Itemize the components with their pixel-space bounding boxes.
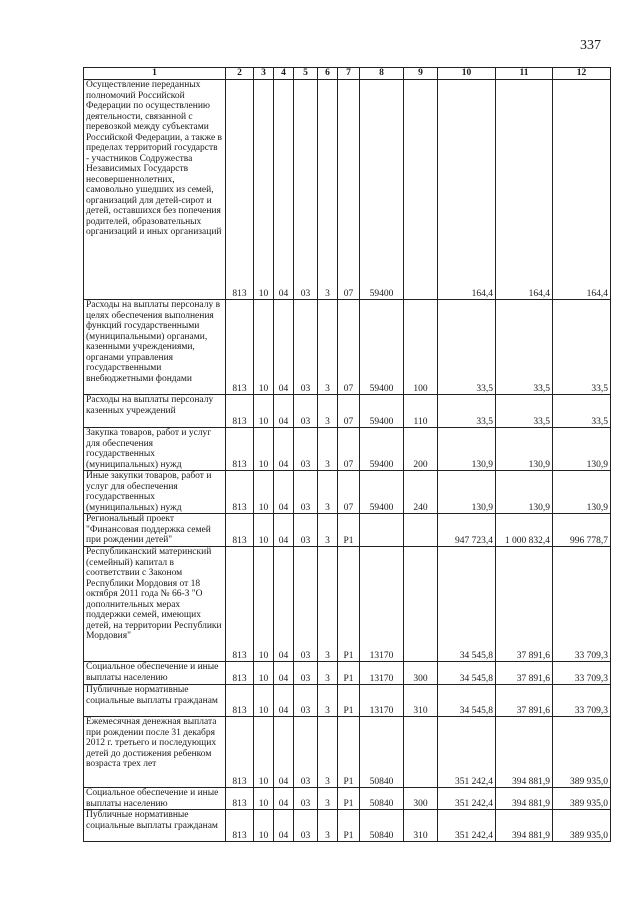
row-value-cell: 33,5 (553, 395, 611, 428)
row-value-cell: 13170 (360, 547, 404, 662)
row-value-cell: 04 (274, 514, 294, 547)
row-value-cell: 33,5 (438, 395, 496, 428)
table-row (84, 514, 611, 547)
row-value-cell: P1 (338, 662, 360, 685)
row-value-cell: 03 (294, 788, 318, 810)
row-value-cell: 50840 (360, 788, 404, 810)
table-row (84, 788, 611, 810)
header-row (84, 68, 611, 80)
row-value-cell: 813 (226, 300, 254, 395)
row-value-cell: 10 (254, 428, 274, 471)
row-value-cell: 10 (254, 685, 274, 717)
table-row (84, 717, 611, 788)
row-value-cell: 34 545,8 (438, 662, 496, 685)
row-value-cell: 130,9 (553, 428, 611, 471)
row-value-cell: 813 (226, 471, 254, 514)
row-value-cell: 351 242,4 (438, 810, 496, 842)
table-row (84, 300, 611, 395)
row-value-cell: 310 (404, 685, 438, 717)
row-value-cell: 813 (226, 395, 254, 428)
row-value-cell: 07 (338, 300, 360, 395)
row-value-cell: 03 (294, 547, 318, 662)
row-value-cell: 37 891,6 (496, 547, 553, 662)
row-value-cell: 04 (274, 662, 294, 685)
row-value-cell: 813 (226, 810, 254, 842)
table-body (84, 80, 611, 842)
row-value-cell: 07 (338, 428, 360, 471)
row-name-cell: Региональный проект "Финансовая поддержка семей при рождении детей" (84, 514, 226, 547)
column-header: 6 (318, 68, 338, 80)
row-value-cell: 813 (226, 685, 254, 717)
row-value-cell: 10 (254, 662, 274, 685)
row-value-cell: 10 (254, 547, 274, 662)
row-name-cell: Ежемесячная денежная выплата при рождении после 31 декабря 2012 г. третьего и последующих детей до достижения ребенком возраста трех лет (84, 717, 226, 788)
row-value-cell: 394 881,9 (496, 810, 553, 842)
row-value-cell: 37 891,6 (496, 685, 553, 717)
row-value-cell: 10 (254, 514, 274, 547)
row-value-cell: 13170 (360, 685, 404, 717)
row-value-cell: 3 (318, 662, 338, 685)
row-value-cell: 10 (254, 717, 274, 788)
row-value-cell: 04 (274, 810, 294, 842)
row-value-cell: 3 (318, 80, 338, 300)
row-value-cell: 813 (226, 662, 254, 685)
row-value-cell: 130,9 (496, 471, 553, 514)
row-value-cell: 3 (318, 685, 338, 717)
row-value-cell (404, 547, 438, 662)
row-value-cell: 200 (404, 428, 438, 471)
row-value-cell: 59400 (360, 395, 404, 428)
row-value-cell: 10 (254, 300, 274, 395)
row-value-cell: 3 (318, 471, 338, 514)
row-value-cell: 300 (404, 788, 438, 810)
row-value-cell: 03 (294, 810, 318, 842)
column-header: 12 (553, 68, 611, 80)
row-value-cell: 03 (294, 80, 318, 300)
column-header: 9 (404, 68, 438, 80)
row-value-cell: 3 (318, 788, 338, 810)
table-row (84, 547, 611, 662)
budget-table (83, 67, 611, 842)
table-row (84, 685, 611, 717)
column-header: 3 (254, 68, 274, 80)
row-value-cell: P1 (338, 514, 360, 547)
row-name-cell: Социальное обеспечение и иные выплаты населению (84, 788, 226, 810)
row-name-cell: Социальное обеспечение и иные выплаты населению (84, 662, 226, 685)
row-value-cell: 3 (318, 300, 338, 395)
column-header: 4 (274, 68, 294, 80)
row-value-cell: 59400 (360, 80, 404, 300)
row-value-cell (404, 514, 438, 547)
row-value-cell: 03 (294, 717, 318, 788)
row-value-cell: 394 881,9 (496, 717, 553, 788)
column-header: 7 (338, 68, 360, 80)
row-value-cell: 300 (404, 662, 438, 685)
row-value-cell: 10 (254, 395, 274, 428)
row-value-cell: P1 (338, 810, 360, 842)
row-value-cell: 34 545,8 (438, 547, 496, 662)
row-value-cell: 813 (226, 788, 254, 810)
row-value-cell: 813 (226, 547, 254, 662)
row-value-cell: 07 (338, 471, 360, 514)
row-value-cell: 33,5 (496, 300, 553, 395)
row-value-cell: 813 (226, 514, 254, 547)
row-value-cell: 813 (226, 428, 254, 471)
row-value-cell: 50840 (360, 717, 404, 788)
row-value-cell: 37 891,6 (496, 662, 553, 685)
row-value-cell: 03 (294, 471, 318, 514)
row-value-cell: 59400 (360, 300, 404, 395)
row-value-cell: P1 (338, 717, 360, 788)
table-row (84, 810, 611, 842)
column-header: 5 (294, 68, 318, 80)
row-name-cell: Публичные нормативные социальные выплаты гражданам (84, 685, 226, 717)
row-name-cell: Республиканский материнский (семейный) капитал в соответствии с Законом Республики Мордовия от 18 октября 2011 года № 66-З "О дополнительных мерах поддержки семей, имеющих детей, на территории Республики Мордовия" (84, 547, 226, 662)
row-value-cell: 3 (318, 428, 338, 471)
row-value-cell: 10 (254, 471, 274, 514)
row-value-cell: 164,4 (496, 80, 553, 300)
row-value-cell: 164,4 (553, 80, 611, 300)
row-value-cell: 59400 (360, 428, 404, 471)
row-value-cell: 03 (294, 662, 318, 685)
row-name-cell: Закупка товаров, работ и услуг для обеспечения государственных (муниципальных) нужд (84, 428, 226, 471)
row-value-cell: 07 (338, 395, 360, 428)
row-value-cell: 996 778,7 (553, 514, 611, 547)
row-value-cell: 03 (294, 685, 318, 717)
column-header: 1 (84, 68, 226, 80)
row-value-cell: 03 (294, 395, 318, 428)
column-header: 2 (226, 68, 254, 80)
row-name-cell: Расходы на выплаты персоналу казенных учреждений (84, 395, 226, 428)
row-value-cell: 10 (254, 810, 274, 842)
row-value-cell (360, 514, 404, 547)
row-value-cell: 3 (318, 395, 338, 428)
page-number: 337 (580, 38, 601, 53)
table-row (84, 80, 611, 300)
table-row (84, 428, 611, 471)
row-value-cell: 33 709,3 (553, 662, 611, 685)
row-value-cell: 33,5 (553, 300, 611, 395)
row-value-cell: 389 935,0 (553, 810, 611, 842)
table-row (84, 662, 611, 685)
row-value-cell: 07 (338, 80, 360, 300)
row-value-cell: 04 (274, 428, 294, 471)
row-value-cell (404, 80, 438, 300)
row-value-cell: 33 709,3 (553, 547, 611, 662)
row-value-cell: 3 (318, 547, 338, 662)
row-value-cell: 3 (318, 717, 338, 788)
row-value-cell: P1 (338, 788, 360, 810)
row-value-cell: 50840 (360, 810, 404, 842)
column-header: 11 (496, 68, 553, 80)
row-value-cell: 813 (226, 80, 254, 300)
row-value-cell: 100 (404, 300, 438, 395)
row-value-cell: P1 (338, 547, 360, 662)
table-row (84, 471, 611, 514)
row-value-cell: 813 (226, 717, 254, 788)
row-value-cell: 04 (274, 717, 294, 788)
row-value-cell: 351 242,4 (438, 788, 496, 810)
row-value-cell: 04 (274, 80, 294, 300)
row-value-cell: 130,9 (496, 428, 553, 471)
row-value-cell: 04 (274, 788, 294, 810)
row-value-cell: 04 (274, 300, 294, 395)
row-value-cell: 33,5 (496, 395, 553, 428)
row-value-cell: 110 (404, 395, 438, 428)
row-value-cell: 130,9 (438, 428, 496, 471)
row-value-cell: 59400 (360, 471, 404, 514)
row-value-cell: 389 935,0 (553, 717, 611, 788)
row-value-cell: 240 (404, 471, 438, 514)
row-name-cell: Осуществление переданных полномочий Российской Федерации по осуществлению деятельности, связанной с перевозкой между субъектами Российской Федерации, а также в пределах территорий государств - участников Содружества Независимых Государств несовершеннолетних, самовольно ушедших из семей, организаций для детей-сирот и детей, оставшихся без попечения родителей, образовательных организаций и иных организаций (84, 80, 226, 300)
row-value-cell: 351 242,4 (438, 717, 496, 788)
row-value-cell: 130,9 (438, 471, 496, 514)
row-name-cell: Расходы на выплаты персоналу в целях обеспечения выполнения функций государственными (муниципальными) органами, казенными учреждениями, органами управления государственными внебюджетными фондами (84, 300, 226, 395)
row-value-cell: 04 (274, 685, 294, 717)
row-value-cell: 164,4 (438, 80, 496, 300)
row-value-cell: 34 545,8 (438, 685, 496, 717)
row-value-cell: 394 881,9 (496, 788, 553, 810)
row-value-cell: 33,5 (438, 300, 496, 395)
column-header: 10 (438, 68, 496, 80)
row-value-cell: 33 709,3 (553, 685, 611, 717)
row-value-cell: 10 (254, 788, 274, 810)
row-value-cell: 3 (318, 514, 338, 547)
table-row (84, 395, 611, 428)
row-value-cell (404, 717, 438, 788)
row-value-cell: P1 (338, 685, 360, 717)
column-header: 8 (360, 68, 404, 80)
row-value-cell: 13170 (360, 662, 404, 685)
row-value-cell: 04 (274, 471, 294, 514)
row-value-cell: 03 (294, 300, 318, 395)
row-value-cell: 03 (294, 428, 318, 471)
row-value-cell: 10 (254, 80, 274, 300)
row-value-cell: 04 (274, 547, 294, 662)
row-value-cell: 3 (318, 810, 338, 842)
row-name-cell: Иные закупки товаров, работ и услуг для обеспечения государственных (муниципальных) нужд (84, 471, 226, 514)
row-value-cell: 03 (294, 514, 318, 547)
row-value-cell: 310 (404, 810, 438, 842)
row-value-cell: 947 723,4 (438, 514, 496, 547)
row-value-cell: 130,9 (553, 471, 611, 514)
row-value-cell: 04 (274, 395, 294, 428)
row-value-cell: 389 935,0 (553, 788, 611, 810)
row-value-cell: 1 000 832,4 (496, 514, 553, 547)
row-name-cell: Публичные нормативные социальные выплаты гражданам (84, 810, 226, 842)
